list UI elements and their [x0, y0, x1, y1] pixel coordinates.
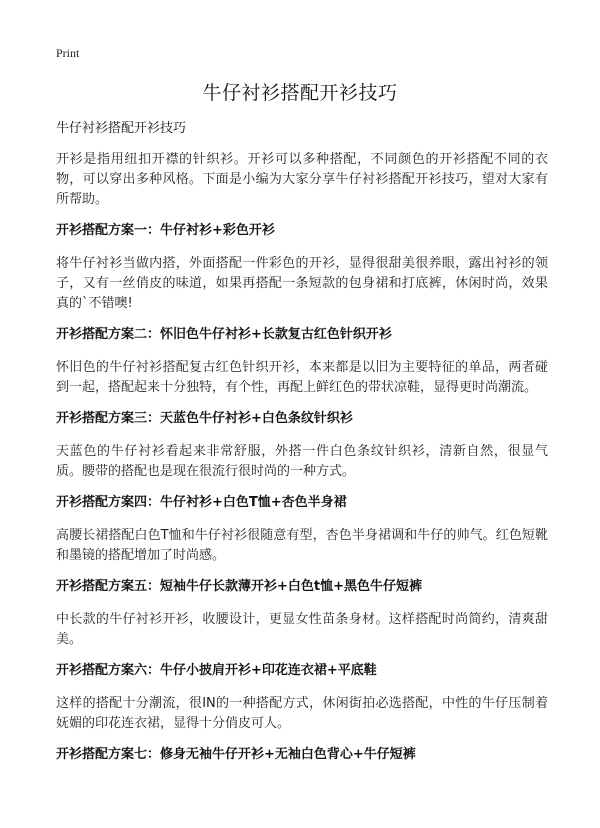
print-label: Print	[56, 46, 80, 60]
section-paragraph: 高腰长裙搭配白色T恤和牛仔衬衫很随意有型，杏色半身裙调和牛仔的帅气。红色短靴和墨镜的搭配增加了时尚感。	[56, 528, 548, 563]
section-heading: 开衫搭配方案一：牛仔衬衫+彩色开衫	[56, 223, 275, 238]
section-heading: 开衫搭配方案五：短袖牛仔长款薄开衫+白色t恤+黑色牛仔短裤	[56, 579, 422, 594]
section-heading: 开衫搭配方案二：怀旧色牛仔衬衫+长款复古红色针织开衫	[56, 327, 392, 342]
article-body	[56, 119, 548, 778]
section-heading: 开衫搭配方案七：修身无袖牛仔开衫+无袖白色背心+牛仔短裤	[56, 747, 416, 762]
section-1	[56, 221, 548, 314]
section-paragraph: 将牛仔衬衫当做内搭，外面搭配一件彩色的开衫，显得很甜美很养眼，露出衬衫的领子，又有一丝俏皮的味道，如果再搭配一条短款的包身裙和打底裤，休闲时尚，效果真的`不错噢!	[56, 256, 548, 311]
section-6	[56, 661, 548, 734]
section-heading: 开衫搭配方案六：牛仔小披肩开衫+印花连衣裙+平底鞋	[56, 663, 377, 678]
intro-paragraph: 开衫是指用纽扣开襟的针织衫。开衫可以多种搭配，不同颜色的开衫搭配不同的衣物，可以穿出多种风格。下面是小编为大家分享牛仔衬衫搭配开衫技巧，望对大家有所帮助。	[56, 152, 548, 207]
section-paragraph: 这样的搭配十分潮流，很IN的一种搭配方式，休闲街拍必选搭配，中性的牛仔压制着妩媚的印花连衣裙，显得十分俏皮可人。	[56, 696, 548, 731]
section-paragraph: 中长款的牛仔衬衫开衫，收腰设计，更显女性苗条身材。这样搭配时尚简约，清爽甜美。	[56, 612, 548, 647]
section-heading: 开衫搭配方案三：天蓝色牛仔衬衫+白色条纹针织衫	[56, 411, 353, 426]
section-paragraph: 怀旧色的牛仔衬衫搭配复古红色针织开衫，本来都是以旧为主要特征的单品，两者碰到一起，搭配起来十分独特，有个性，再配上鲜红色的带状凉鞋，显得更时尚潮流。	[56, 360, 548, 395]
section-paragraph: 天蓝色的牛仔衬衫看起来非常舒服，外搭一件白色条纹针织衫，清新自然，很显气质。腰带的搭配也是现在很流行很时尚的一种方式。	[56, 444, 548, 479]
section-7	[56, 745, 548, 765]
section-3	[56, 409, 548, 482]
section-heading: 开衫搭配方案四：牛仔衬衫+白色T恤+杏色半身裙	[56, 495, 347, 510]
section-2	[56, 325, 548, 398]
section-5	[56, 577, 548, 650]
article-subtitle: 牛仔衬衫搭配开衫技巧	[56, 121, 187, 136]
section-4	[56, 493, 548, 566]
page-title: 牛仔衬衫搭配开衫技巧	[202, 82, 398, 104]
